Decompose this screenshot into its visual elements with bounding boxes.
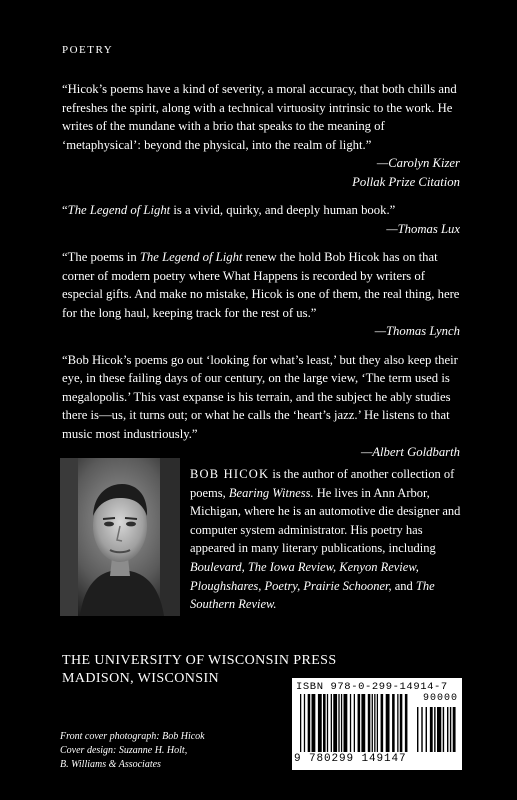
blurb-quote: “The Legend of Light is a vivid, quirky, and deeply human book.” [62, 203, 396, 217]
design-firm: B. Williams & Associates [60, 759, 161, 770]
author-photo [60, 458, 180, 616]
barcode-bar [300, 694, 301, 752]
barcode-bar [374, 694, 375, 752]
barcode-bar [372, 694, 373, 752]
barcode-bar [338, 694, 339, 752]
barcode-bar [354, 694, 355, 752]
blurb-2 [62, 201, 460, 238]
blurb-quote: “The poems in The Legend of Light renew the hold Bob Hicok has on that corner of modern poetry where What Happens is recorded by writers of especial gifts. And make no mistake, Hicok is one of them, the real thing, here for the long haul, keeping track for the rest of us.” [62, 250, 460, 320]
barcode-bar [318, 694, 322, 752]
barcode-bar [392, 694, 395, 752]
barcode-label [292, 678, 462, 770]
blurb-attribution: —Albert Goldbarth [360, 445, 460, 459]
addon-barcode-bars [417, 707, 457, 752]
blurb-3 [62, 248, 460, 341]
photo-credit: Front cover photograph: Bob Hicok [60, 731, 205, 742]
barcode-bar [421, 707, 422, 752]
barcode-bar [323, 694, 326, 752]
barcode-bar [361, 694, 365, 752]
author-portrait-image [60, 458, 180, 616]
design-credit: Cover design: Suzanne H. Holt, [60, 745, 188, 756]
blurb-list [62, 80, 460, 472]
cover-credits [60, 730, 205, 772]
barcode-bar [386, 694, 390, 752]
barcode-bar [331, 694, 332, 752]
barcode-bar [381, 694, 384, 752]
ean-barcode-bars [300, 694, 410, 752]
barcode-bar [343, 694, 347, 752]
barcode-bar [312, 694, 316, 752]
barcode-bar [341, 694, 342, 752]
barcode-bar [400, 694, 403, 752]
barcode-bar [333, 694, 337, 752]
barcode-bar [304, 694, 305, 752]
blurb-attribution-detail: Pollak Prize Citation [352, 174, 460, 189]
publisher-name: THE UNIVERSITY OF WISCONSIN PRESS [62, 653, 337, 668]
barcode-bar [358, 694, 361, 752]
blurb-1 [62, 80, 460, 191]
price-addon-text: 90000 [422, 693, 458, 704]
barcode-bar [377, 694, 378, 752]
ean-digits: 9 780299 149147 [294, 753, 407, 765]
barcode-bar [327, 694, 328, 752]
barcode-bar [426, 707, 427, 752]
barcode-bar [434, 707, 435, 752]
blurb-attribution: —Thomas Lux [386, 221, 460, 236]
barcode-bar [443, 707, 444, 752]
barcode-bar [308, 694, 311, 752]
barcode-bar [450, 707, 451, 752]
blurb-quote: “Bob Hicok’s poems go out ‘looking for what’s least,’ but they also keep their eye, in these failing days of our century, on the large view, ‘The term used is megalopolis.’ This vast expanse is his terrain, and the subject he ably studies there is—us, it turns out; or what he calls the ‘heart’s jazz.’ He listens to that music most industriously.” [62, 352, 458, 441]
publisher-location: MADISON, WISCONSIN [62, 671, 220, 686]
blurb-attribution: —Thomas Lynch [374, 324, 460, 338]
author-name: BOB HICOK [190, 467, 270, 481]
author-bio: BOB HICOK is the author of another collection of poems, Bearing Witness. He lives in Ann Arbor, Michigan, where he is an automotive die designer and computer system administrator. His poetry has appeared in many literary publications, including Boulevard, The Iowa Review, Kenyon Review, Ploughshares, Poetry, Prairie Schooner, and The Southern Review. [190, 467, 461, 612]
barcode-bar [405, 694, 408, 752]
barcode-bar [430, 707, 433, 752]
barcode-bar [397, 694, 398, 752]
category-label: POETRY [62, 44, 114, 56]
barcode-bar [350, 694, 351, 752]
barcode-bar [437, 707, 441, 752]
isbn-text: ISBN 978-0-299-14914-7 [296, 681, 448, 693]
blurb-4 [62, 351, 460, 462]
blurb-attribution: —Carolyn Kizer [376, 156, 460, 170]
barcode-bar [453, 707, 456, 752]
barcode-bar [447, 707, 448, 752]
barcode-bar [368, 694, 371, 752]
barcode-bar [417, 707, 418, 752]
blurb-quote: “Hicok’s poems have a kind of severity, a moral accuracy, that both chills and refreshes the spirit, along with a technical virtuosity intrinsic to the work. He writes of the mundane with a brio that speaks to the meaning of ‘metaphysical’: beyond the physical, into the realm of light.” [62, 82, 457, 152]
